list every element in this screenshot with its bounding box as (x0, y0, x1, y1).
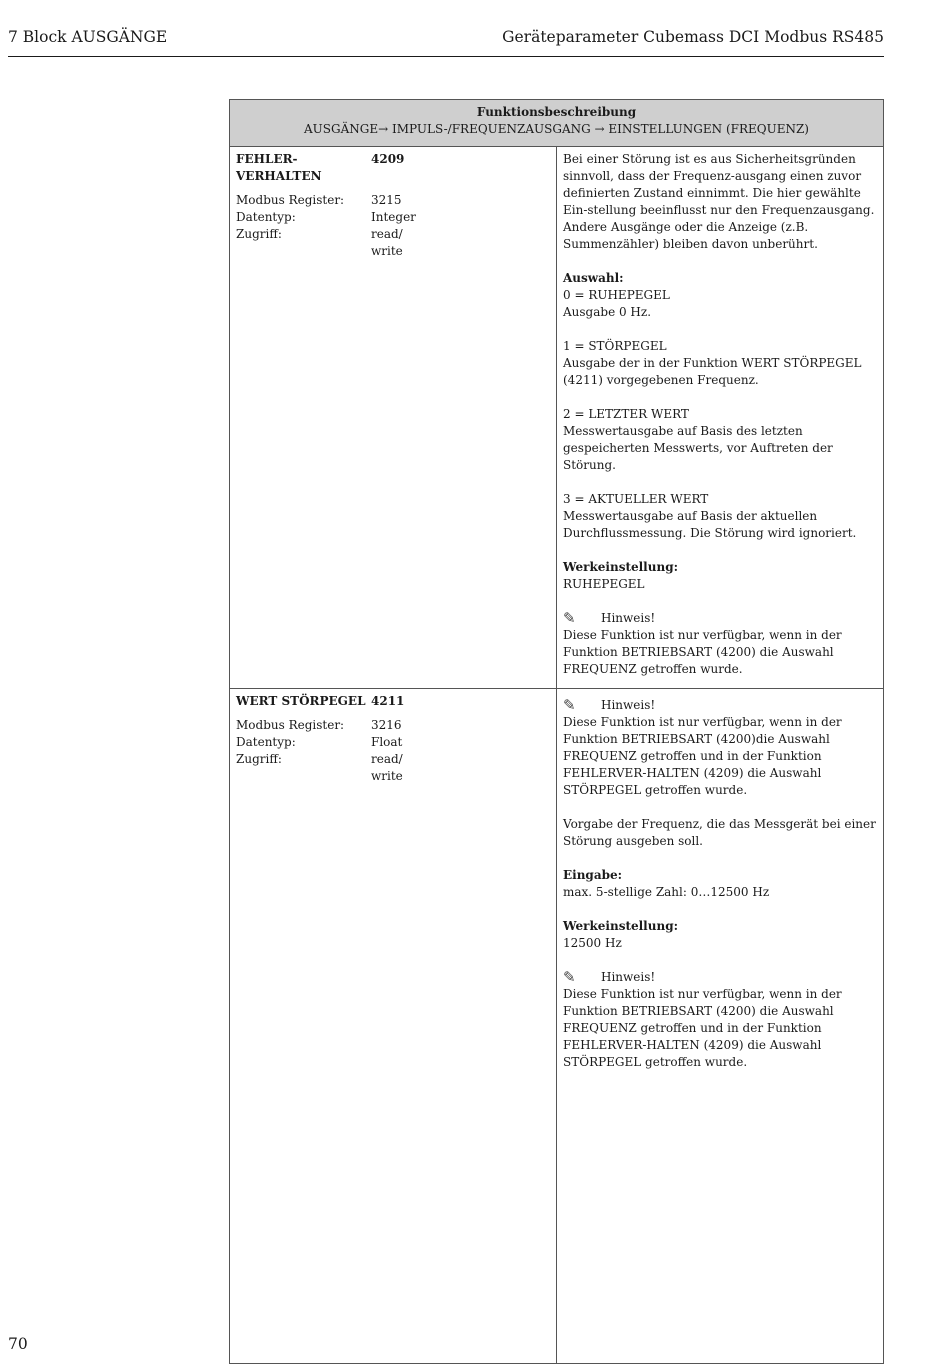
note-header (563, 969, 877, 986)
parameter-code: 4209 (371, 152, 405, 166)
function-table (229, 99, 884, 1364)
note-text: Diese Funktion ist nur verfügbar, wenn in der Funktion BETRIEBSART (4200) die Auswahl FREQUENZ getroffen wurde. (563, 628, 842, 676)
modbus-register-row (236, 192, 550, 209)
chapter-title: 7 Block AUSGÄNGE (8, 28, 168, 46)
modbus-register-row (236, 717, 550, 734)
access-value (371, 226, 425, 260)
datatype-label: Datentyp: (236, 210, 296, 224)
description-text: Bei einer Störung ist es aus Sicherheitsgründen sinnvoll, dass der Frequenz-ausgang einen zuvor definierten Zustand einnimmt. Die hier gewählte Ein-stellung beeinflusst nur den Frequenzausgang. Andere Ausgänge oder die Anzeige (z.B. Summenzähler) bleiben davon unberührt. (563, 152, 875, 251)
description-text: Vorgabe der Frequenz, die das Messgerät bei einer Störung ausgeben soll. (563, 817, 876, 848)
selection-label: Auswahl: (563, 271, 624, 285)
factory-setting-value: 12500 Hz (563, 936, 622, 950)
page-number: 70 (8, 1335, 28, 1353)
document-title: Geräteparameter Cubemass DCI Modbus RS485 (502, 28, 884, 46)
table-header-title: Funktionsbeschreibung (476, 105, 637, 119)
factory-setting-label: Werkeinstellung: (563, 919, 679, 933)
option-1-title: 1 = STÖRPEGEL (563, 339, 667, 353)
access-label: Zugriff: (236, 752, 282, 766)
access-row (236, 226, 550, 260)
modbus-register-value: 3215 (371, 193, 402, 207)
datatype-row (236, 734, 550, 751)
note-header (563, 697, 877, 714)
option-3-title: 3 = AKTUELLER WERT (563, 492, 709, 506)
option-3-text: Messwertausgabe auf Basis der aktuellen Durchflussmessung. Die Störung wird ignoriert. (563, 509, 857, 540)
input-label: Eingabe: (563, 868, 623, 882)
parameter-name: WERT STÖRPEGEL (236, 694, 366, 708)
parameter-info-cell (230, 147, 557, 689)
parameter-name (236, 151, 371, 185)
modbus-register-label: Modbus Register: (236, 718, 345, 732)
datatype-value: Float (371, 735, 403, 749)
access-row (236, 751, 550, 785)
pencil-icon: ✎ (563, 696, 576, 714)
access-value-line1: read/ (371, 227, 403, 241)
access-label: Zugriff: (236, 227, 282, 241)
datatype-row (236, 209, 550, 226)
option-2-text: Messwertausgabe auf Basis des letzten gespeicherten Messwerts, vor Auftreten der Störung. (563, 424, 833, 472)
datatype-label: Datentyp: (236, 735, 296, 749)
note-text: Diese Funktion ist nur verfügbar, wenn in der Funktion BETRIEBSART (4200)die Auswahl FREQUENZ getroffen und in der Funktion FEHLERVER-HALTEN (4209) die Auswahl STÖRPEGEL getroffen wurde. (563, 715, 842, 797)
access-value-line2: write (371, 244, 403, 258)
datatype-value: Integer (371, 210, 416, 224)
pencil-icon: ✎ (563, 968, 576, 986)
option-0-title: 0 = RUHEPEGEL (563, 288, 670, 302)
parameter-code: 4211 (371, 694, 405, 708)
pencil-icon: ✎ (563, 609, 576, 627)
modbus-register-label: Modbus Register: (236, 193, 345, 207)
note-header (563, 610, 877, 627)
option-2-title: 2 = LETZTER WERT (563, 407, 689, 421)
parameter-description-cell (557, 689, 884, 1364)
table-header (230, 100, 884, 147)
note-text: Diese Funktion ist nur verfügbar, wenn in der Funktion BETRIEBSART (4200) die Auswahl FREQUENZ getroffen und in der Funktion FEHLERVER-HALTEN (4209) die Auswahl STÖRPEGEL getroffen wurde. (563, 987, 842, 1069)
option-1-text: Ausgabe der in der Funktion WERT STÖRPEGEL (4211) vorgegebenen Frequenz. (563, 356, 862, 387)
access-value-line1: read/ (371, 752, 403, 766)
page-header (8, 28, 884, 57)
option-0-text: Ausgabe 0 Hz. (563, 305, 652, 319)
table-row (230, 689, 884, 1364)
factory-setting-label: Werkeinstellung: (563, 560, 679, 574)
access-value (371, 751, 425, 785)
note-label: Hinweis! (601, 698, 656, 712)
modbus-register-value: 3216 (371, 718, 402, 732)
table-header-path: AUSGÄNGE→ IMPULS-/FREQUENZAUSGANG → EINSTELLUNGEN (FREQUENZ) (304, 122, 809, 136)
input-value: max. 5-stellige Zahl: 0…12500 Hz (563, 885, 770, 899)
table-row (230, 147, 884, 689)
parameter-description-cell (557, 147, 884, 689)
access-value-line2: write (371, 769, 403, 783)
parameter-name-line1: FEHLER- (236, 152, 298, 166)
note-label: Hinweis! (601, 970, 656, 984)
parameter-info-cell (230, 689, 557, 1364)
factory-setting-value: RUHEPEGEL (563, 577, 645, 591)
parameter-name-line2: VERHALTEN (236, 169, 322, 183)
note-label: Hinweis! (601, 611, 656, 625)
